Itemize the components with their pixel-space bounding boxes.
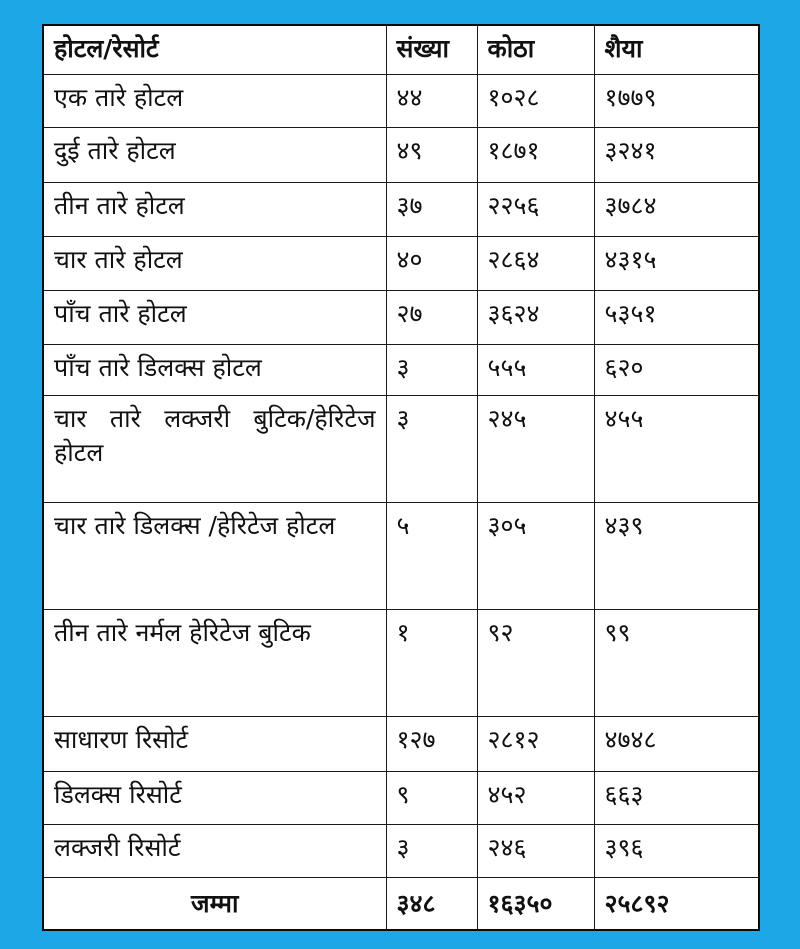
row-count: १२७ [386,716,477,771]
row-beds: ३२४१ [594,127,758,182]
row-name: चार तारे लक्जरी बुटिक/हेरिटेज होटल [44,395,386,502]
header-hotel-resort: होटल/रेसोर्ट [44,26,386,74]
row-name: चार तारे होटल [44,236,386,290]
row-rooms: ३६२४ [477,290,594,344]
row-rooms: २२५६ [477,182,594,236]
row-rooms: २४५ [477,395,594,502]
row-beds: ५३५१ [594,290,758,344]
row-beds: ३९६ [594,824,758,877]
table-row [44,771,758,824]
row-name: साधारण रिसोर्ट [44,716,386,771]
row-beds: ६२० [594,344,758,395]
row-beds: १७७९ [594,74,758,127]
row-rooms: ४५२ [477,771,594,824]
total-rooms: १६३५० [477,877,594,929]
row-count: ९ [386,771,477,824]
total-beds: २५८९२ [594,877,758,929]
table-row [44,609,758,716]
row-count: ३७ [386,182,477,236]
table-row [44,290,758,344]
row-beds: ४५५ [594,395,758,502]
row-rooms: २४६ [477,824,594,877]
row-beds: ३७८४ [594,182,758,236]
row-count: १ [386,609,477,716]
row-name: पाँच तारे डिलक्स होटल [44,344,386,395]
row-beds: ६६३ [594,771,758,824]
row-name: दुई तारे होटल [44,127,386,182]
row-count: ४९ [386,127,477,182]
row-beds: ९९ [594,609,758,716]
header-rooms: कोठा [477,26,594,74]
table-row [44,127,758,182]
row-rooms: २८६४ [477,236,594,290]
row-name: चार तारे डिलक्स /हेरिटेज होटल [44,502,386,609]
row-rooms: २८१२ [477,716,594,771]
row-name: एक तारे होटल [44,74,386,127]
hotel-statistics-table [44,26,758,929]
row-count: ३ [386,395,477,502]
row-count: ४० [386,236,477,290]
header-beds: शैया [594,26,758,74]
table-row [44,824,758,877]
row-name: तीन तारे होटल [44,182,386,236]
row-count: ३ [386,824,477,877]
row-name: तीन तारे नर्मल हेरिटेज बुटिक [44,609,386,716]
table-row [44,344,758,395]
row-beds: ४३१५ [594,236,758,290]
row-count: ३ [386,344,477,395]
table-row [44,74,758,127]
row-name: डिलक्स रिसोर्ट [44,771,386,824]
table-row [44,502,758,609]
row-name: लक्जरी रिसोर्ट [44,824,386,877]
row-rooms: १८७१ [477,127,594,182]
row-count: ५ [386,502,477,609]
table-row [44,395,758,502]
total-count: ३४८ [386,877,477,929]
row-name: पाँच तारे होटल [44,290,386,344]
row-rooms: ९२ [477,609,594,716]
table-total-row [44,877,758,929]
row-count: २७ [386,290,477,344]
table-header-row [44,26,758,74]
header-count: संख्या [386,26,477,74]
table-row [44,236,758,290]
row-beds: ४३९ [594,502,758,609]
table-row [44,716,758,771]
row-rooms: ५५५ [477,344,594,395]
row-rooms: १०२८ [477,74,594,127]
table-row [44,182,758,236]
row-count: ४४ [386,74,477,127]
total-label: जम्मा [44,877,386,929]
row-beds: ४७४८ [594,716,758,771]
hotel-statistics-table-frame [42,24,760,931]
row-rooms: ३०५ [477,502,594,609]
